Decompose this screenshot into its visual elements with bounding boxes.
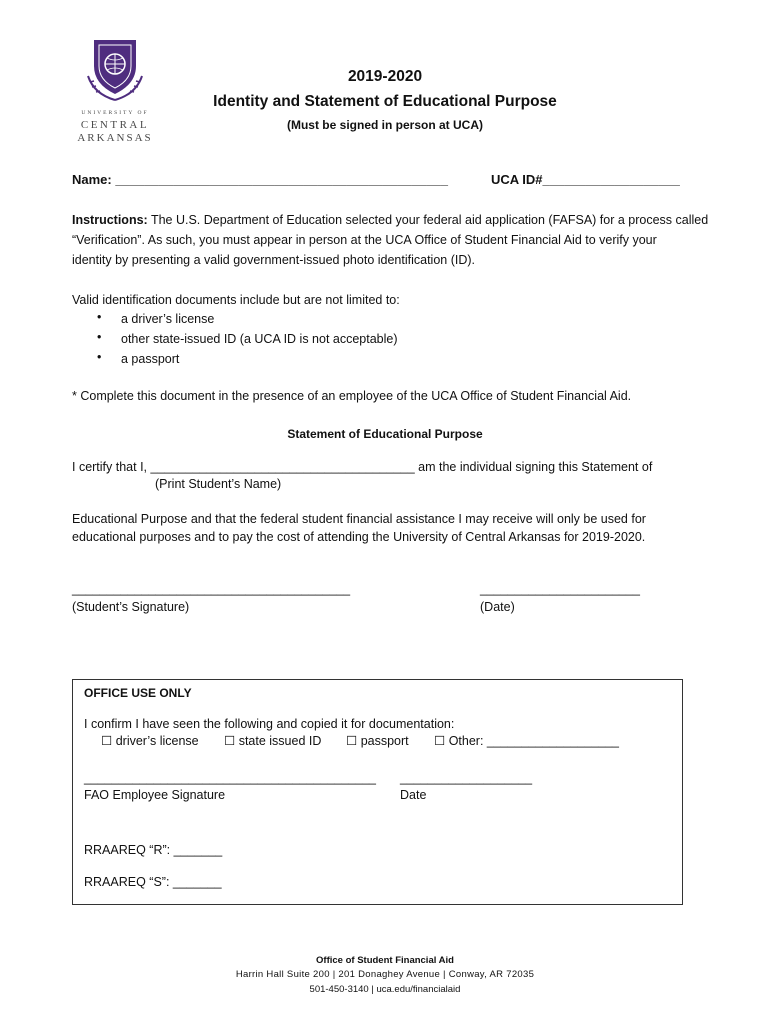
instructions-line-3: identity by presenting a valid government-issued photo identification (ID). [72, 253, 475, 267]
certify-line[interactable]: I certify that I, ______________________________________ am the individual signing this Statement of [72, 460, 653, 474]
statement-para-2: educational purposes and to pay the cost of attending the University of Central Arkansas for 2019-2020. [72, 530, 646, 544]
instructions-line-2: “Verification”. As such, you must appear in person at the UCA Office of Student Financial Aid to verify your [72, 233, 657, 247]
valid-id-intro: Valid identification documents include but are not limited to: [72, 293, 400, 307]
footer-address: Harrin Hall Suite 200 | 201 Donaghey Avenue | Conway, AR 72035 [235, 969, 535, 980]
name-field[interactable]: Name: ______________________________________________ [72, 172, 448, 187]
form-subtitle: (Must be signed in person at UCA) [286, 118, 483, 132]
student-signature-label: (Student’s Signature) [72, 600, 190, 614]
option-label: driver’s license [115, 734, 199, 748]
option-label: Other: ___________________ [448, 734, 619, 748]
office-confirm-text: I confirm I have seen the following and copied it for documentation: [84, 717, 455, 731]
office-date-line[interactable]: ___________________ [400, 771, 533, 785]
print-name-label: (Print Student’s Name) [155, 477, 282, 491]
statement-para-1: Educational Purpose and that the federal student financial assistance I may receive will only be used for [72, 512, 646, 526]
employee-signature-line[interactable]: __________________________________________ [84, 771, 376, 785]
rraareq-s[interactable]: RRAAREQ “S”: _______ [84, 875, 222, 889]
instructions-text-1: The U.S. Department of Education selected your federal aid application (FAFSA) for a process called [150, 213, 709, 227]
checkbox-icon: ☐ [346, 734, 358, 748]
date-label: (Date) [480, 600, 515, 614]
checkbox-icon: ☐ [101, 734, 113, 748]
date-line[interactable]: _______________________ [480, 582, 640, 596]
statement-heading: Statement of Educational Purpose [287, 427, 483, 441]
bullet-icon: • [97, 330, 102, 344]
footer-contact: 501-450-3140 | uca.edu/financialaid [309, 984, 461, 995]
checkbox-state-id[interactable] [224, 733, 321, 748]
id-item-passport: a passport [121, 352, 180, 366]
logo-arkansas: ARKANSAS [77, 132, 153, 144]
form-title: Identity and Statement of Educational Purpose [213, 93, 557, 110]
checkbox-icon: ☐ [434, 734, 446, 748]
rraareq-r[interactable]: RRAAREQ “R”: _______ [84, 843, 223, 857]
office-date-label: Date [400, 788, 427, 802]
checkbox-drivers-license[interactable] [101, 733, 199, 748]
footer-office: Office of Student Financial Aid [316, 955, 454, 966]
id-item-state-issued: other state-issued ID (a UCA ID is not acceptable) [121, 332, 398, 346]
office-use-title: OFFICE USE ONLY [84, 686, 192, 700]
form-year: 2019-2020 [347, 68, 423, 85]
uca-id-field[interactable]: UCA ID#___________________ [491, 172, 680, 187]
id-item-drivers-license: a driver’s license [121, 312, 215, 326]
logo-central: CENTRAL [80, 119, 150, 131]
employee-signature-label: FAO Employee Signature [84, 788, 226, 802]
checkbox-icon: ☐ [224, 734, 236, 748]
instructions-line-1 [72, 210, 709, 230]
bullet-icon: • [97, 350, 102, 364]
student-signature-line[interactable]: ________________________________________ [72, 582, 351, 596]
instructions-label: Instructions: [72, 213, 148, 227]
presence-note: * Complete this document in the presence of an employee of the UCA Office of Student Financial Aid. [72, 389, 632, 403]
logo-university-of: UNIVERSITY OF [81, 110, 149, 116]
bullet-icon: • [97, 310, 102, 324]
checkbox-passport[interactable] [346, 733, 409, 748]
option-label: state issued ID [238, 734, 322, 748]
option-label: passport [360, 734, 409, 748]
checkbox-other[interactable] [434, 733, 619, 748]
